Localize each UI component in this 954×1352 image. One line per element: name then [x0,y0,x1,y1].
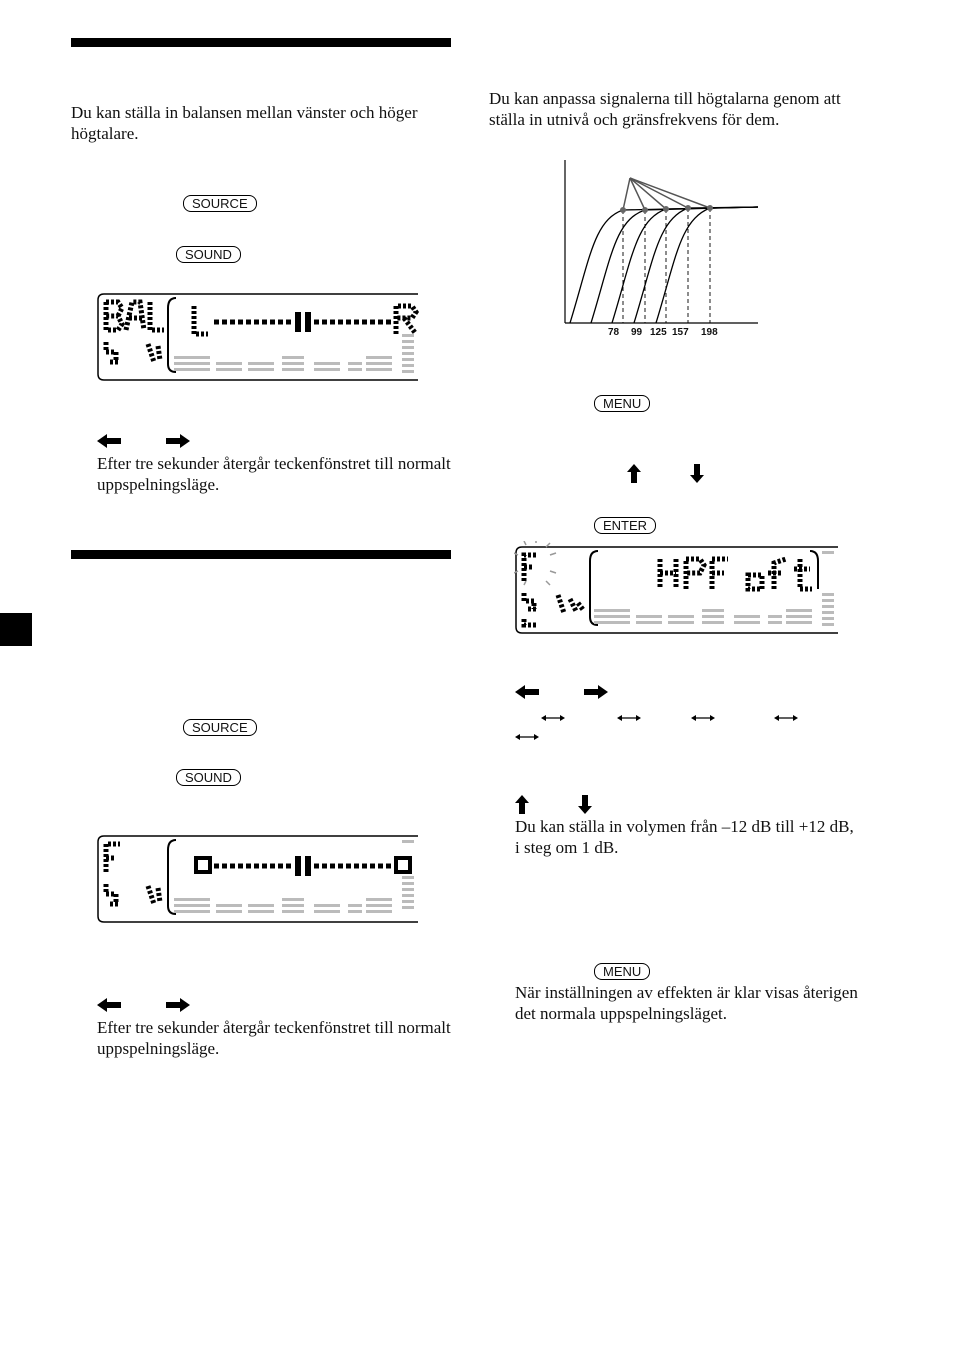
freq-label-99: 99 [631,327,643,338]
double-arrow-icon [617,713,641,723]
menu-button[interactable]: MENU [594,395,650,412]
arrow-up-icon [627,464,641,484]
double-arrow-icon [691,713,715,723]
source-button-fader[interactable]: SOURCE [183,719,257,736]
double-arrow-icon [774,713,798,723]
double-arrow-icon [541,713,565,723]
arrow-right-icon [166,434,192,448]
arrow-left-icon [97,434,123,448]
source-button[interactable]: SOURCE [183,195,257,212]
arrow-left-icon [97,998,123,1012]
filter-frequency-chart [562,158,762,338]
done-note: När inställningen av effekten är klar visas återigen det normala uppspelningsläget. [515,983,858,1023]
enter-button[interactable]: ENTER [594,517,656,534]
sound-button-fader[interactable]: SOUND [176,769,241,786]
volume-note: Du kan ställa in volymen från –12 dB till +12 dB, i steg om 1 dB. [515,817,854,857]
balance-intro: Du kan ställa in balansen mellan vänster och höger högtalare. [71,103,418,143]
arrow-left-icon [515,685,541,699]
arrow-up-icon [515,795,529,815]
menu-button-exit[interactable]: MENU [594,963,650,980]
balance-note: Efter tre sekunder återgår teckenfönstret till normalt uppspelningsläge. [97,454,451,494]
fader-note: Efter tre sekunder återgår teckenfönstret till normalt uppspelningsläge. [97,1018,451,1058]
double-arrow-icon [515,732,539,742]
lcd-display-hpf [514,541,844,636]
freq-label-157: 157 [672,327,689,338]
arrow-down-icon [578,795,592,815]
hpf-intro: Du kan anpassa signalerna till högtalarna genom att ställa in utnivå och gränsfrekvens för dem. [489,89,841,129]
page-tab-marker [0,613,32,646]
arrow-right-icon [166,998,192,1012]
sound-button[interactable]: SOUND [176,246,241,263]
arrow-right-icon [584,685,610,699]
freq-label-198: 198 [701,327,718,338]
lcd-display-fader [96,832,426,927]
arrow-down-icon [690,464,704,484]
lcd-display-balance [96,290,426,385]
section-rule-balance [71,38,451,47]
freq-label-125: 125 [650,327,667,338]
section-rule-fader [71,550,451,559]
freq-label-78: 78 [608,327,620,338]
